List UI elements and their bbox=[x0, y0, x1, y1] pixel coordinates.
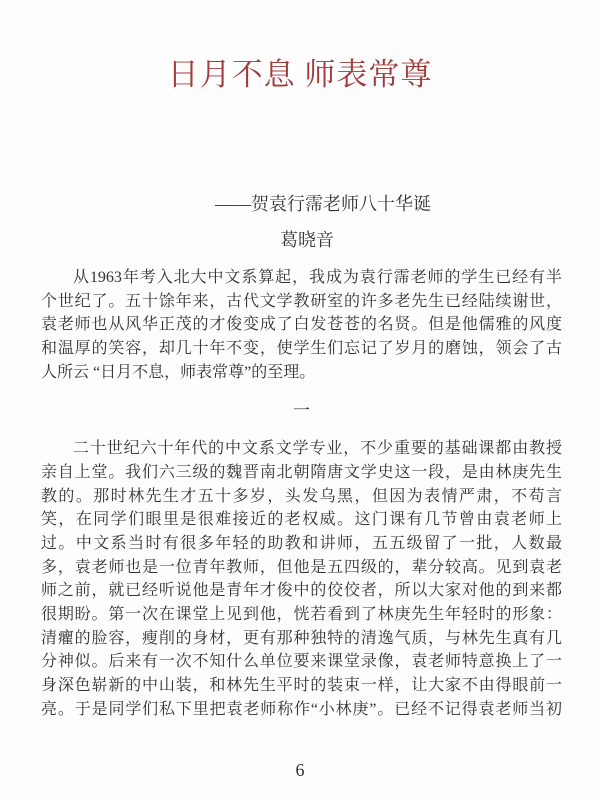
text-line: 身深色崭新的中山装，和林先生平时的装束一样，让大家不由得眼前一 bbox=[41, 677, 562, 695]
article-author: 葛晓音 bbox=[280, 230, 334, 250]
text-line: 师之前，就已经听说他是青年才俊中的佼佼者，所以大家对他的到来都 bbox=[41, 582, 562, 600]
text-line: 二十世纪六十年代的中文系文学专业，不少重要的基础课都由教授 bbox=[73, 440, 562, 458]
text-line: 清癯的脸容，瘦削的身材，更有那种独特的清逸气质，与林先生真有几 bbox=[41, 629, 562, 647]
text-line: 多，袁老师也是一位青年教师，但他是五四级的，辈分较高。见到袁老 bbox=[41, 558, 562, 576]
page-number: 6 bbox=[295, 760, 305, 780]
text-line: 教的。那时林先生才五十多岁，头发乌黑，但因为表情严肃，不苟言 bbox=[41, 487, 562, 505]
text-line: 亮。于是同学们私下里把袁老师称作“小林庚”。已经不记得袁老师当初 bbox=[41, 700, 562, 718]
section-heading: 一 bbox=[293, 401, 310, 421]
paragraph bbox=[41, 437, 562, 721]
text-line: 人所云 “日月不息，师表常尊”的至理。 bbox=[41, 363, 316, 381]
page-title: 日月不息 师表常尊 bbox=[167, 57, 433, 92]
paragraph bbox=[41, 266, 562, 384]
text-line: 个世纪了。五十馀年来，古代文学教研室的许多老先生已经陆续谢世， bbox=[41, 292, 562, 310]
article-body bbox=[41, 266, 562, 721]
text-line: 从1963年考入北大中文系算起，我成为袁行霈老师的学生已经有半 bbox=[73, 269, 562, 286]
text-line: 袁老师也从风华正茂的才俊变成了白发苍苍的名贤。但是他儒雅的风度 bbox=[41, 316, 562, 334]
article-subtitle: ——贺袁行霈老师八十华诞 bbox=[215, 194, 431, 214]
text-line: 和温厚的笑容，却几十年不变，使学生们忘记了岁月的磨蚀，领会了古 bbox=[41, 340, 562, 358]
text-line: 很期盼。第一次在课堂上见到他，恍若看到了林庚先生年轻时的形象： bbox=[41, 605, 562, 623]
text-line: 笑，在同学们眼里是很难接近的老权威。这门课有几节曾由袁老师上 bbox=[41, 511, 562, 529]
text-line: 亲自上堂。我们六三级的魏晋南北朝隋唐文学史这一段，是由林庚先生 bbox=[41, 463, 562, 481]
text-line: 分神似。后来有一次不知什么单位要来课堂录像，袁老师特意换上了一 bbox=[41, 653, 562, 671]
text-line: 过。中文系当时有很多年轻的助教和讲师，五五级留了一批，人数最 bbox=[41, 534, 562, 552]
